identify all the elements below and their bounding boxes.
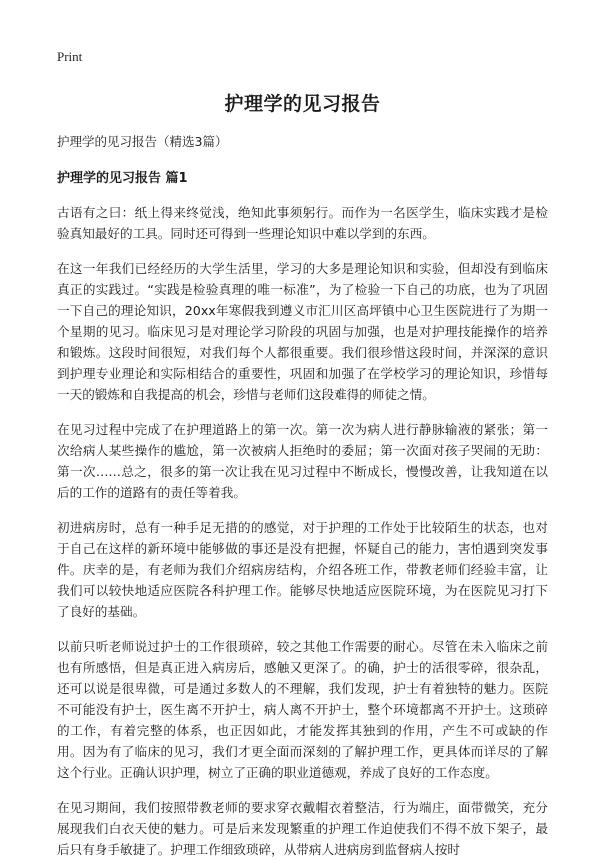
print-link[interactable]: Print <box>57 49 83 64</box>
document-subtitle: 护理学的见习报告（精选3篇） <box>57 134 228 149</box>
paragraph: 初进病房时，总有一种手足无措的的感觉，对于护理的工作处于比较陌生的状态，也对于自己在这样的新环境中能够做的事还是没有把握，怀疑自己的能力，害怕遇到突发事件。庆幸的是，有老师为我们介绍病房结构，介绍各班工作，带教老师们经验丰富，让我们可以较快地适应医院各科护理工作。能够尽快地适应医院环境，为在医院见习打下了良好的基础。 <box>57 520 548 619</box>
document-title: 护理学的见习报告 <box>224 93 381 115</box>
paragraph: 在见习期间，我们按照带教老师的要求穿衣戴帽衣着整洁，行为端庄，面带微笑，充分展现我们白衣天使的魅力。可是后来发现繁重的护理工作迫使我们不得不放下架子，最后只有身手敏捷了。护理工作细致琐碎，从带病人进病房到监督病人按时 <box>57 800 548 857</box>
paragraph: 在见习过程中完成了在护理道路上的第一次。第一次为病人进行静脉输液的紧张；第一次给病人某些操作的尴尬，第一次被病人拒绝时的委屈；第一次面对孩子哭闹的无助：第一次……总之，很多的第一次让我在见习过程中不断成长，慢慢改善，让我知道在以后的工作的道路有的责任等着我。 <box>57 422 548 500</box>
paragraph: 在这一年我们已经经历的大学生活里，学习的大多是理论知识和实验，但却没有到临床真正的实践过。“实践是检验真理的唯一标准”，为了检验一下自己的功底，也为了巩固一下自己的理论知识，20xx年寒假我到遵义市汇川区高坪镇中心卫生医院进行了为期一个星期的见习。临床见习是对理论学习阶段的巩固与加强，也是对护理技能操作的培养和锻炼。这段时间很短，对我们每个人都很重要。我们很珍惜这段时间，并深深的意识到护理专业理论和实际相结合的重要性，巩固和加强了在学校学习的理论知识，珍惜每一天的锻炼和自我提高的机会，珍惜与老师们这段难得的师徒之情。 <box>57 261 548 402</box>
section-title: 护理学的见习报告 篇1 <box>57 171 188 186</box>
paragraph: 古语有之曰：纸上得来终觉浅，绝知此事须躬行。而作为一名医学生，临床实践才是检验真知最好的工具。同时还可得到一些理论知识中难以学到的东西。 <box>57 205 548 241</box>
paragraph: 以前只听老师说过护士的工作很琐碎，较之其他工作需要的耐心。尽管在未入临床之前也有所感悟，但是真正进入病房后，感触又更深了。的确，护士的活很零碎，很杂乱，还可以说是很卑微，可是通过多数人的不理解，我们发现，护士有着独特的魅力。医院不可能没有护士，医生离不开护士，病人离不开护士，整个环境都离不开护士。这琐碎的工作，有着完整的体系，也正因如此，才能发挥其独到的作用，产生不可或缺的作用。因为有了临床的见习，我们才更全面而深刻的了解护理工作，更具体而详尽的了解这个行业。正确认识护理，树立了正确的职业道德观，养成了良好的工作态度。 <box>57 639 548 780</box>
